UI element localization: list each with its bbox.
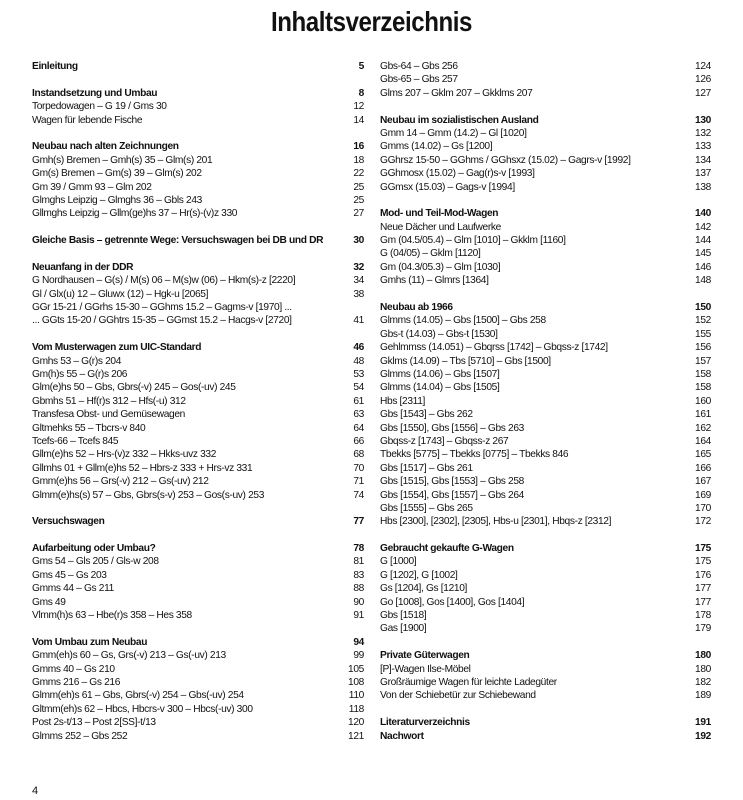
toc-entry-page: 71 bbox=[353, 476, 364, 488]
toc-entry bbox=[380, 127, 711, 140]
toc-entry-page: 34 bbox=[353, 275, 364, 287]
toc-entry bbox=[32, 381, 364, 394]
toc-entry-title: Gm(s) Bremen – Gm(s) 39 – Glm(s) 202 bbox=[32, 168, 202, 180]
toc-entry-page: 110 bbox=[348, 690, 364, 702]
toc-entry-page: 177 bbox=[695, 596, 711, 608]
toc-entry-page: 81 bbox=[353, 556, 364, 568]
toc-entry-title: Gbs [1554], Gbs [1557] – Gbs 264 bbox=[380, 489, 524, 501]
toc-entry-title: Versuchswagen bbox=[32, 516, 105, 528]
toc-entry-page: 118 bbox=[348, 703, 364, 715]
toc-entry-title: Gbs [1515], Gbs [1553] – Gbs 258 bbox=[380, 476, 524, 488]
page-number: 4 bbox=[32, 785, 39, 797]
toc-entry-title: Gbs [1550], Gbs [1556] – Gbs 263 bbox=[380, 422, 524, 434]
toc-entry bbox=[32, 207, 364, 220]
toc-entry-page: 167 bbox=[695, 476, 711, 488]
toc-entry-page: 155 bbox=[695, 328, 711, 340]
toc-entry-page: 108 bbox=[348, 676, 364, 688]
toc-entry bbox=[32, 716, 364, 729]
toc-entry-title: Torpedowagen – G 19 / Gms 30 bbox=[32, 101, 167, 113]
toc-entry-title: Gmhs (11) – Glmrs [1364] bbox=[380, 275, 489, 287]
toc-entry-title: Private Güterwagen bbox=[380, 650, 470, 662]
toc-entry-title: Glmm(e)hs(s) 57 – Gbs, Gbrs(s-v) 253 – Gos(s-uv) 253 bbox=[32, 489, 265, 501]
toc-entry-page: 133 bbox=[695, 141, 711, 153]
toc-entry-page: 138 bbox=[695, 181, 711, 193]
toc-entry-title: Glmm(eh)s 61 – Gbs, Gbrs(-v) 254 – Gbs(-uv) 254 bbox=[32, 690, 244, 702]
toc-entry bbox=[380, 435, 711, 448]
toc-entry-title: Glmghs Leipzig – Glmghs 36 – Gbls 243 bbox=[32, 194, 202, 206]
toc-entry-page: 134 bbox=[695, 154, 711, 166]
toc-entry-page: 70 bbox=[353, 462, 364, 474]
toc-entry bbox=[32, 114, 364, 127]
toc-entry-page: 41 bbox=[353, 315, 364, 327]
toc-section-heading bbox=[380, 716, 711, 729]
toc-entry bbox=[380, 247, 711, 260]
toc-entry bbox=[32, 167, 364, 180]
toc-entry-title: Gmms (14.02) – Gs [1200] bbox=[380, 141, 493, 153]
toc-section-heading bbox=[380, 542, 711, 555]
toc-entry-page: 63 bbox=[353, 409, 364, 421]
toc-section-heading bbox=[380, 301, 711, 314]
toc-entry-page: 175 bbox=[695, 556, 711, 568]
toc-entry bbox=[380, 502, 711, 515]
toc-entry-title: Gllmhs 01 + Gllm(e)hs 52 – Hbrs-z 333 + Hrs-vz 331 bbox=[32, 462, 253, 474]
toc-section-heading bbox=[32, 515, 364, 528]
toc-entry bbox=[380, 515, 711, 528]
toc-entry-page: 160 bbox=[695, 395, 711, 407]
section-spacer bbox=[380, 529, 711, 542]
toc-entry-page: 25 bbox=[353, 194, 364, 206]
toc-entry bbox=[32, 422, 364, 435]
toc-entry-title: Gbs [1555] – Gbs 265 bbox=[380, 502, 473, 514]
toc-entry-page: 18 bbox=[353, 154, 364, 166]
toc-entry-title: Von der Schiebetür zur Schiebewand bbox=[380, 690, 536, 702]
toc-entry-title: Gm(h)s 55 – G(r)s 206 bbox=[32, 368, 128, 380]
toc-entry bbox=[32, 555, 364, 568]
section-spacer bbox=[32, 247, 364, 260]
toc-entry-page: 54 bbox=[353, 382, 364, 394]
toc-entry-title: Gmhs 53 – G(r)s 204 bbox=[32, 355, 122, 367]
toc-entry-page: 68 bbox=[353, 449, 364, 461]
toc-entry-title: Glmms (14.06) – Gbs [1507] bbox=[380, 368, 500, 380]
toc-entry bbox=[380, 87, 711, 100]
toc-entry-page: 16 bbox=[353, 141, 364, 153]
toc-entry-page: 105 bbox=[348, 663, 364, 675]
toc-entry-title: G [1000] bbox=[380, 556, 417, 568]
toc-entry-page: 164 bbox=[695, 435, 711, 447]
toc-entry-title: Gms 49 bbox=[32, 596, 66, 608]
toc-entry-page: 83 bbox=[353, 569, 364, 581]
section-spacer bbox=[32, 622, 364, 635]
toc-entry-page: 94 bbox=[353, 636, 364, 648]
toc-entry-title: Neubau ab 1966 bbox=[380, 302, 453, 314]
toc-entry-title: Tcefs-66 – Tcefs 845 bbox=[32, 435, 119, 447]
toc-entry-title: Gms 45 – Gs 203 bbox=[32, 569, 107, 581]
section-spacer bbox=[32, 529, 364, 542]
section-spacer bbox=[32, 221, 364, 234]
toc-entry bbox=[380, 154, 711, 167]
toc-entry-title: Literaturverzeichnis bbox=[380, 717, 470, 729]
toc-section-heading bbox=[32, 87, 364, 100]
toc-entry-title: Transfesa Obst- und Gemüsewagen bbox=[32, 409, 185, 421]
toc-entry bbox=[32, 703, 364, 716]
toc-entry bbox=[32, 435, 364, 448]
toc-section-heading bbox=[32, 60, 364, 73]
toc-entry-page: 145 bbox=[695, 248, 711, 260]
toc-entry-title: Aufarbeitung oder Umbau? bbox=[32, 543, 156, 555]
toc-entry bbox=[380, 448, 711, 461]
toc-entry-title: GGr 15-21 / GGrhs 15-30 – GGhms 15.2 – Gagms-v [1970] ... bbox=[32, 302, 292, 314]
toc-entry-page: 180 bbox=[695, 650, 711, 662]
toc-entry-title: Gmms 40 – Gs 210 bbox=[32, 663, 115, 675]
toc-entry bbox=[32, 314, 364, 327]
toc-entry bbox=[380, 261, 711, 274]
toc-entry bbox=[380, 622, 711, 635]
toc-entry bbox=[32, 596, 364, 609]
toc-entry-page: 12 bbox=[353, 101, 364, 113]
toc-entry bbox=[380, 234, 711, 247]
toc-entry-title: GGmsx (15.03) – Gags-v [1994] bbox=[380, 181, 515, 193]
toc-entry bbox=[380, 489, 711, 502]
toc-entry bbox=[32, 100, 364, 113]
toc-entry bbox=[380, 341, 711, 354]
toc-entry bbox=[380, 140, 711, 153]
toc-left-column bbox=[32, 60, 364, 743]
toc-entry bbox=[380, 408, 711, 421]
toc-entry bbox=[32, 194, 364, 207]
toc-entry-title: Gms 54 – Gls 205 / Gls-w 208 bbox=[32, 556, 159, 568]
toc-entry-title: Gm (04.3/05.3) – Glm [1030] bbox=[380, 261, 501, 273]
toc-entry-title: [P]-Wagen Ilse-Möbel bbox=[380, 663, 471, 675]
toc-entry-title: Großräumige Wagen für leichte Ladegüter bbox=[380, 676, 557, 688]
toc-entry bbox=[32, 301, 364, 314]
toc-entry-page: 90 bbox=[353, 596, 364, 608]
toc-entry-title: Mod- und Teil-Mod-Wagen bbox=[380, 208, 499, 220]
toc-entry-page: 142 bbox=[695, 221, 711, 233]
toc-entry-title: Gbs-65 – Gbs 257 bbox=[380, 74, 458, 86]
toc-entry-page: 126 bbox=[695, 74, 711, 86]
toc-entry-title: Gbs-64 – Gbs 256 bbox=[380, 61, 458, 72]
section-spacer bbox=[32, 328, 364, 341]
toc-entry-title: Glmms (14.05) – Gbs [1500] – Gbs 258 bbox=[380, 315, 546, 327]
toc-entry-title: G Nordhausen – G(s) / M(s) 06 – M(s)w (06) – Hkm(s)-z [2220] bbox=[32, 275, 296, 287]
toc-entry bbox=[32, 676, 364, 689]
toc-entry bbox=[380, 381, 711, 394]
toc-entry-page: 32 bbox=[353, 261, 364, 273]
toc-entry-title: Gm 39 / Gmm 93 – Glm 202 bbox=[32, 181, 152, 193]
toc-entry-title: Gltmm(eh)s 62 – Hbcs, Hbcrs-v 300 – Hbcs(-uv) 300 bbox=[32, 703, 253, 715]
toc-entry bbox=[32, 181, 364, 194]
toc-entry bbox=[380, 73, 711, 86]
toc-entry-page: 25 bbox=[353, 181, 364, 193]
toc-entry bbox=[380, 314, 711, 327]
toc-entry-title: Wagen für lebende Fische bbox=[32, 114, 143, 126]
toc-entry-title: Vlmm(h)s 63 – Hbe(r)s 358 – Hes 358 bbox=[32, 610, 192, 622]
toc-entry bbox=[380, 555, 711, 568]
toc-entry bbox=[380, 395, 711, 408]
toc-entry-title: Nachwort bbox=[380, 730, 424, 742]
toc-entry-title: Gbmhs 51 – Hf(r)s 312 – Hfs(-u) 312 bbox=[32, 395, 186, 407]
toc-entry-title: Gmm(eh)s 60 – Gs, Grs(-v) 213 – Gs(-uv) 213 bbox=[32, 650, 226, 662]
page-title: Inhaltsverzeichnis bbox=[270, 6, 473, 37]
toc-entry-page: 88 bbox=[353, 583, 364, 595]
toc-entry-page: 157 bbox=[695, 355, 711, 367]
toc-entry-title: Gmh(s) Bremen – Gmh(s) 35 – Glm(s) 201 bbox=[32, 154, 213, 166]
toc-entry bbox=[32, 569, 364, 582]
toc-entry-page: 152 bbox=[695, 315, 711, 327]
toc-entry bbox=[32, 462, 364, 475]
toc-entry-title: Glm(e)hs 50 – Gbs, Gbrs(-v) 245 – Gos(-uv) 245 bbox=[32, 382, 236, 394]
toc-entry bbox=[380, 663, 711, 676]
toc-entry-page: 177 bbox=[695, 583, 711, 595]
toc-entry-page: 140 bbox=[695, 208, 711, 220]
section-spacer bbox=[380, 194, 711, 207]
toc-entry-page: 191 bbox=[695, 717, 711, 729]
toc-entry-page: 156 bbox=[695, 342, 711, 354]
toc-entry-title: Gmms 44 – Gs 211 bbox=[32, 583, 114, 595]
toc-entry-page: 124 bbox=[695, 61, 711, 72]
toc-entry bbox=[380, 462, 711, 475]
toc-entry-title: Post 2s-t/13 – Post 2[SS]-t/13 bbox=[32, 717, 156, 729]
toc-entry-page: 132 bbox=[695, 127, 711, 139]
toc-entry-page: 189 bbox=[695, 690, 711, 702]
toc-entry-page: 179 bbox=[695, 623, 711, 635]
toc-entry-page: 137 bbox=[695, 168, 711, 180]
toc-entry bbox=[32, 408, 364, 421]
toc-right-column bbox=[380, 60, 711, 743]
toc-entry bbox=[380, 689, 711, 702]
toc-section-heading bbox=[380, 207, 711, 220]
toc-entry bbox=[32, 368, 364, 381]
toc-entry-title: Gbs [1543] – Gbs 262 bbox=[380, 409, 473, 421]
toc-entry-page: 150 bbox=[695, 302, 711, 314]
toc-entry-title: Gleiche Basis – getrennte Wege: Versuchswagen bei DB und DR bbox=[32, 235, 324, 247]
toc-entry-title: Gbs [1518] bbox=[380, 610, 427, 622]
toc-entry-title: Neue Dächer und Laufwerke bbox=[380, 221, 501, 233]
toc-entry bbox=[32, 448, 364, 461]
toc-section-heading bbox=[32, 341, 364, 354]
toc-entry bbox=[380, 596, 711, 609]
toc-entry-page: 46 bbox=[353, 342, 364, 354]
toc-entry-title: G [1202], G [1002] bbox=[380, 569, 458, 581]
toc-entry-title: Gmm(e)hs 56 – Grs(-v) 212 – Gs(-uv) 212 bbox=[32, 476, 209, 488]
toc-entry-title: Hbs [2311] bbox=[380, 395, 426, 407]
toc-entry-title: G (04/05) – Gklm [1120] bbox=[380, 248, 481, 260]
toc-entry bbox=[32, 288, 364, 301]
toc-entry-page: 127 bbox=[695, 87, 711, 99]
toc-entry-title: Gmm 14 – Gmm (14.2) – Gl [1020] bbox=[380, 127, 527, 139]
toc-entry-title: Vom Musterwagen zum UIC-Standard bbox=[32, 342, 202, 354]
toc-entry-page: 165 bbox=[695, 449, 711, 461]
toc-section-heading bbox=[32, 636, 364, 649]
toc-entry bbox=[32, 355, 364, 368]
toc-entry bbox=[32, 663, 364, 676]
toc-entry-title: GGhrsz 15-50 – GGhms / GGhsxz (15.02) – Gagrs-v [1992] bbox=[380, 154, 631, 166]
toc-entry-title: Glmms (14.04) – Gbs [1505] bbox=[380, 382, 500, 394]
toc-entry-title: Gmms 216 – Gs 216 bbox=[32, 676, 121, 688]
toc-entry-title: Neuanfang in der DDR bbox=[32, 261, 134, 273]
toc-entry bbox=[380, 582, 711, 595]
toc-entry bbox=[380, 422, 711, 435]
section-spacer bbox=[32, 502, 364, 515]
toc-entry bbox=[380, 167, 711, 180]
toc-entry-page: 148 bbox=[695, 275, 711, 287]
toc-entry-page: 121 bbox=[348, 730, 364, 742]
toc-entry bbox=[380, 609, 711, 622]
toc-section-heading bbox=[32, 261, 364, 274]
toc-entry-page: 158 bbox=[695, 368, 711, 380]
toc-entry bbox=[32, 274, 364, 287]
toc-entry-page: 180 bbox=[695, 663, 711, 675]
toc-entry bbox=[380, 368, 711, 381]
toc-entry-page: 38 bbox=[353, 288, 364, 300]
toc-entry-page: 120 bbox=[348, 717, 364, 729]
toc-entry bbox=[380, 676, 711, 689]
toc-section-heading bbox=[32, 542, 364, 555]
toc-entry-page: 175 bbox=[695, 543, 711, 555]
toc-entry bbox=[380, 60, 711, 73]
toc-entry-page: 99 bbox=[353, 650, 364, 662]
toc-entry-title: Instandsetzung und Umbau bbox=[32, 87, 158, 99]
toc-entry-title: Gbs [1517] – Gbs 261 bbox=[380, 462, 473, 474]
toc-entry-title: Gbqss-z [1743] – Gbqss-z 267 bbox=[380, 435, 509, 447]
toc-entry-page: 14 bbox=[353, 114, 364, 126]
toc-entry-title: Neubau im sozialistischen Ausland bbox=[380, 114, 539, 126]
toc-entry-page: 166 bbox=[695, 462, 711, 474]
toc-entry-page: 8 bbox=[358, 87, 364, 99]
section-spacer bbox=[32, 127, 364, 140]
toc-entry-title: Gltmehks 55 – Tbcrs-v 840 bbox=[32, 422, 146, 434]
toc-entry-page: 74 bbox=[353, 489, 364, 501]
toc-entry-title: Gl / Glx(u) 12 – Gluwx (12) – Hgk-u [2065] bbox=[32, 288, 209, 300]
toc-entry-title: Hbs [2300], [2302], [2305], Hbs-u [2301], Hbqs-z [2312] bbox=[380, 516, 612, 528]
toc-entry-title: Gebraucht gekaufte G-Wagen bbox=[380, 543, 514, 555]
toc-entry bbox=[32, 730, 364, 743]
toc-entry-page: 61 bbox=[353, 395, 364, 407]
toc-entry bbox=[380, 569, 711, 582]
section-spacer bbox=[32, 73, 364, 86]
toc-entry-title: Glms 207 – Gklm 207 – Gkklms 207 bbox=[380, 87, 533, 99]
toc-section-heading bbox=[32, 234, 364, 247]
toc-entry bbox=[32, 395, 364, 408]
toc-entry-title: Glmms 252 – Gbs 252 bbox=[32, 730, 128, 742]
toc-entry-title: Neubau nach alten Zeichnungen bbox=[32, 141, 179, 153]
section-spacer bbox=[380, 100, 711, 113]
toc-section-heading bbox=[380, 730, 711, 743]
section-spacer bbox=[380, 703, 711, 716]
toc-entry bbox=[380, 181, 711, 194]
toc-entry-page: 5 bbox=[358, 61, 364, 72]
toc-section-heading bbox=[32, 140, 364, 153]
toc-entry-title: Gllmghs Leipzig – Gllm(ge)hs 37 – Hr(s)-(v)z 330 bbox=[32, 208, 238, 220]
toc-entry-title: Gas [1900] bbox=[380, 623, 427, 635]
toc-entry-page: 172 bbox=[695, 516, 711, 528]
toc-entry-page: 64 bbox=[353, 422, 364, 434]
toc-entry-title: Gm (04.5/05.4) – Glm [1010] – Gkklm [1160] bbox=[380, 235, 566, 247]
toc-entry bbox=[32, 649, 364, 662]
section-spacer bbox=[380, 636, 711, 649]
toc-entry-page: 130 bbox=[695, 114, 711, 126]
toc-entry bbox=[380, 221, 711, 234]
toc-entry-title: Gehlmmss (14.051) – Gbqrss [1742] – Gbqss-z [1742] bbox=[380, 342, 608, 354]
toc-entry bbox=[32, 689, 364, 702]
toc-entry-page: 161 bbox=[695, 409, 711, 421]
toc-entry-page: 178 bbox=[695, 610, 711, 622]
toc-section-heading bbox=[380, 649, 711, 662]
toc-entry-page: 192 bbox=[695, 730, 711, 742]
toc-entry-page: 169 bbox=[695, 489, 711, 501]
toc-entry-page: 146 bbox=[695, 261, 711, 273]
toc-entry-page: 158 bbox=[695, 382, 711, 394]
toc-section-heading bbox=[380, 114, 711, 127]
toc-entry-title: Tbekks [5775] – Tbekks [0775] – Tbekks 846 bbox=[380, 449, 569, 461]
toc-entry bbox=[380, 274, 711, 287]
toc-entry-title: Gllm(e)hs 52 – Hrs-(v)z 332 – Hkks-uvz 332 bbox=[32, 449, 217, 461]
toc-entry-title: GGhmosx (15.02) – Gag(r)s-v [1993] bbox=[380, 168, 535, 180]
toc-entry-title: Gklms (14.09) – Tbs [5710] – Gbs [1500] bbox=[380, 355, 551, 367]
toc-entry-page: 27 bbox=[353, 208, 364, 220]
toc-entry-page: 48 bbox=[353, 355, 364, 367]
toc-entry-title: Einleitung bbox=[32, 61, 78, 72]
toc-entry-page: 66 bbox=[353, 435, 364, 447]
toc-entry-title: ... GGts 15-20 / GGhtrs 15-35 – GGmst 15.2 – Hacgs-v [2720] bbox=[32, 315, 292, 327]
toc-entry bbox=[380, 328, 711, 341]
toc-entry bbox=[32, 154, 364, 167]
toc-entry-page: 78 bbox=[353, 543, 364, 555]
toc-entry-title: Gs [1204], Gs [1210] bbox=[380, 583, 468, 595]
toc-entry bbox=[380, 475, 711, 488]
toc-entry-page: 144 bbox=[695, 235, 711, 247]
toc-entry bbox=[32, 609, 364, 622]
toc-entry-page: 22 bbox=[353, 168, 364, 180]
toc-entry-page: 170 bbox=[695, 502, 711, 514]
toc-entry-page: 176 bbox=[695, 569, 711, 581]
toc-entry-page: 182 bbox=[695, 676, 711, 688]
toc-entry-page: 30 bbox=[353, 235, 364, 247]
section-spacer bbox=[380, 288, 711, 301]
toc-entry-title: Gbs-t (14.03) – Gbs-t [1530] bbox=[380, 328, 498, 340]
toc-entry-page: 53 bbox=[353, 368, 364, 380]
toc-entry-title: Go [1008], Gos [1400], Gos [1404] bbox=[380, 596, 525, 608]
toc-entry bbox=[32, 582, 364, 595]
toc-entry bbox=[32, 475, 364, 488]
toc-entry bbox=[32, 489, 364, 502]
toc-entry-page: 91 bbox=[353, 610, 364, 622]
toc-entry-title: Vom Umbau zum Neubau bbox=[32, 636, 148, 648]
toc-entry-page: 77 bbox=[353, 516, 364, 528]
toc-entry-page: 162 bbox=[695, 422, 711, 434]
toc-entry bbox=[380, 355, 711, 368]
